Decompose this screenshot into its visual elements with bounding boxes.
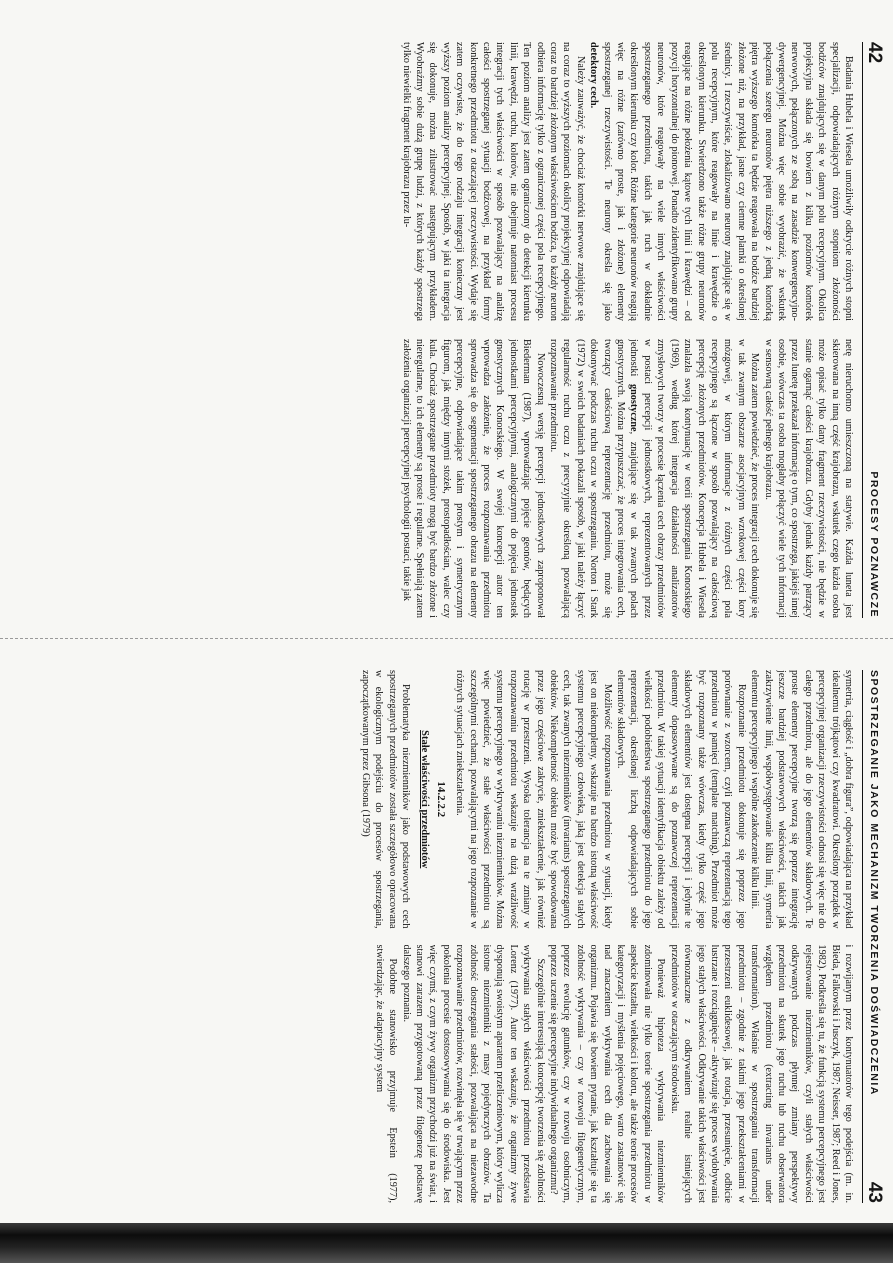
right-page-columns [20, 670, 855, 1203]
paragraph [358, 670, 412, 929]
bold-term: gnostyczne [628, 384, 640, 432]
text-column [20, 945, 855, 1204]
paragraph-text: Ponieważ hipoteza wykrywania niezmienników zdominowała nie tylko teorie spostrzegania przedmiotu w aspekcie kształtu, wielkości i koloru, ale także teorie procesów kategoryzacji i myślenia pojęciowego, warto zastanowić się nad znaczeniem wykrywania cech dla zachowania się organizmu. Pojawia się bowiem pytanie, jak kształtuje się ta zdolność wykrywania – czy w rozwoju filogenetycznym, poprzez ewolucję gatunków, czy w rozwoju osobniczym, poprzez uczenie się percepcyjne indywidualnego organizmu? [548, 944, 667, 1203]
paragraph-text: Rozpoznanie przedmiotu dokonuje się poprzez jego porównanie z wzorcem, czyli poznawczą reprezentacją tego przedmiotu w pamięci (template matching). Przedmiot może być rozpoznany także wówczas, kiedy tylko część jego składowych elementów jest dostępna percepcji i jedynie te elementy dopasowywane są do poznawczej reprezentacji przedmiotu. W takiej sytuacji identyfikacja obiektu zależy od wielkości podobieństwa spostrzeganego przedmiotu do jego reprezentacji, określonej liczbą odpowiadających sobie elementów składowych. [615, 670, 747, 929]
paragraph [614, 670, 748, 929]
section-title: Stałe właściwości przedmiotów [419, 730, 431, 869]
paragraph-text: Badania Hubela i Wiesela umożliwiły odkrycie różnych stopni specjalizacji, odpowiadających różnym stopniom złożoności bodźców znajdujących się w danym polu recepcyjnym. Okolica projekcyjna składa się bowiem z kilku poziomów komórek nerwowych, połączonych ze sobą na zasadzie konwergencyjno-dywergencyjnej. Można więc sobie wyobrazić, że wskutek połączenia szeregu neuronów piętra niższego z jedną komórką piętra wyższego komórka ta będzie reagowała na bodźce bardziej złożone niż, na przykład, jasne czy ciemne plamki o określonej średnicy. I rzeczywiście, zlokalizowano neurony znajdujące się w polu recepcyjnym, które reagowały na linie i krawędzie o określonym kierunku. Stwierdzono także różne grupy neuronów reagujące na różne położenia kątowe tych linii i krawędzi – od pozycji horyzontalnej do pionowej. Ponadto zidentyfikowano grupy neuronów, które reagowały na wiele innych właściwości spostrzeganego przedmiotu, takich jak ruch w dokładnie określonym kierunku czy kolor. Różne kategorie neuronów reagują więc na różne (zarówno proste, jak i złożone) elementy spostrzeganej rzeczywistości. Te neurony określa się jako [601, 42, 854, 321]
paragraph-continuation: , znajdujące się w tak zwanych polach gnostycznych. Można przypuszczać, że proces integrowania cech, tworzący całościową reprezentację przedmiotu, może się dokonywać podczas ruchu oczu w spostrzeganiu. Norton i Stark (1972) w swoich badaniach pokazali sposób, w jaki należy łączyć regularność ruchu oczu z precyzyjnie określoną pozwalającą rozpoznawanie przedmiotu. [548, 339, 640, 618]
paragraph-text: i rozwijanym przez kontynuatorów tego podejścia (m. in. Bieda, Falkowski i Jusczyk, 1987; Neisser, 1987; Reed i Jones, 1982). Podkreśla się tu, że funkcją systemu percepcyjnego jest rejestrowanie niezmienników, czyli stałych właściwości odkrywanych podczas płynnej zmiany perspektywy przedmiotu na skutek jego ruchu lub ruchu obserwatora względem przedmiotu (extracting invariants under transformation). Właśnie w spostrzeganiu transformacji przedmiotu – zgodnie z takimi jego przekształceniami w przestrzeni euklidesowej, jak rotacja, przesunięcie, odbicie lustrzane i rozciągnięcie – aktywizuje się proces wydobywania jego stałych właściwości. Odkrywanie takich właściwości jest równoznaczne z odkrywaniem realnie istniejących przedmiotów w otaczającym środowisku. [668, 944, 854, 1203]
paragraph [748, 670, 855, 929]
paragraph-text: Podobne stanowisko przyjmuje Epstein (1977), stwierdzając, że adaptacyjny system [373, 944, 399, 1203]
scan-edge-shadow [0, 1223, 893, 1263]
right-page [0, 640, 893, 1263]
running-head: SPOSTRZEGANIE JAKO MECHANIZM TWORZENIA DOŚWIADCZENIA [868, 670, 880, 1096]
left-page-columns [20, 42, 855, 618]
paragraph [547, 945, 668, 1204]
paragraph [547, 339, 762, 618]
paragraph [667, 945, 855, 1204]
paragraph-text: Można zatem powiedzieć, że proces integracji cech dokonuje się w tak zwanym obszarze asocjacyjnym wzrokowej części kory mózgowej, w którym informacje z różnych części pola recepcyjnego są łączone w sposób pozwalający na całościową percepcję złożonych przedmiotów. Koncepcja Hubela i Wiesela znalazła swoją kontynuację w teorii spostrzegania Konorskiego (1969), według której integracja działalności analizatorów zmysłowych tworzy w procesie łączenia cech obrazy przedmiotów w postaci percepcji jednostkowych, reprezentowanych przez jednostki [628, 339, 761, 618]
paragraph [399, 945, 546, 1204]
text-column [20, 42, 855, 321]
paragraph [761, 339, 855, 618]
paragraph-text: Problematyka niezmienników jako podstawowych cech spostrzeganych przedmiotów została szczegółowo opracowana w ekologicznym podejściu do procesów spostrzegania, zapoczątkowanym przez Gibsona (1979) [359, 670, 411, 929]
left-page-header [862, 42, 885, 618]
bold-term: detektory cech. [588, 42, 600, 109]
paragraph-text: Możliwość rozpoznawania przedmiotu w sytuacji, kiedy jest on niekompletny, wskazuje na bardzo istotną właściwość systemu percepcyjnego człowieka, jaką jest detekcja stałych cech, tak zwanych niezmienników (invariants) spostrzeganych obiektów. Niekompletność obiektu może być spowodowana przez jego częściowe zakrycie, zniekształcenie, jak również rotację w przestrzeni. Wysoka tolerancja na te zmiany w rozpoznawaniu przedmiotu wskazuje na dużą wrażliwość systemu percepcyjnego w wykrywaniu niezmienników. Można więc powiedzieć, że stałe właściwości przedmiotu są szczególnymi cechami, pozwalającymi na jego rozpoznanie w różnych sytuacjach zniekształcenia. [454, 670, 613, 929]
paragraph [453, 670, 614, 929]
paragraph-text: Szczególnie interesującą koncepcję tworzenia się zdolności wykrywania stałych właściwości przedmiotu przedstawia Lorenz (1977). Autor ten wskazuje, że organizmy żywe dysponują swoistym aparatem przeliczeniowym, który wylicza istotne niezmienniki z masy pojedynczych obrazów. Ta zdolność dostrzegania stałości, pozwalająca na niezawodne rozpoznawanie przedmiotów, rozwinęła się w trwającym przez pokolenia procesie dostosowywania się do środowiska. Jest więc czymś, z czym żywy organizm przychodzi już na świat, i stanowi zarazem przygotowaną przez filogenezę podstawę dalszego poznania. [400, 944, 546, 1203]
right-page-header [862, 670, 885, 1203]
section-number: 14.2.2.2 [434, 781, 447, 818]
page-number: 43 [864, 1181, 885, 1203]
running-head: PROCESY POZNAWCZE [868, 471, 880, 618]
paragraph-text: symetria, ciągłość i „dobra figura”, odpowiadająca na przykład idealnemu trójkątowi czy kwadratowi. Określony porządek w percepcyjnej organizacji rzeczywistości odnosi się więc nie do całego przedmiotu, ale do jego elementów składowych. Te proste elementy percepcyjne tworzą się poprzez integrację jeszcze bardziej podstawowych właściwości, takich jak zakrzywienie linii, współwystępowanie kilku linii, symetria elementu percepcyjnego i wspólne zakończenie kilku linii. [749, 670, 854, 929]
page-number: 42 [864, 42, 885, 64]
text-column [20, 339, 855, 618]
text-column [20, 670, 855, 929]
paragraph [587, 42, 855, 321]
paragraph-text: Należy zauważyć, że chociaż komórki nerwowe znajdujące się na coraz to wyższych poziomach okolicy projekcyjnej odpowiadają coraz to bardziej złożonym właściwościom bodźca, to każdy neuron odbiera informację tylko z ograniczonej części pola recepcyjnego. Ten poziom analizy jest zatem ograniczony do detekcji kierunku linii, krawędzi, ruchu, kolorów, nie obejmuje natomiast procesu integracji tych właściwości w sposób pozwalający na analizę całości spostrzeganej sytuacji bodźcowej, na przykład formy konkretnego przedmiotu z otaczającej rzeczywistości. Wydaje się zatem oczywiste, że do tego rodzaju integracji konieczny jest wyższy poziom analizy percepcyjnej. Sposób, w jaki ta integracja się dokonuje, można zilustrować następującym przykładem. Wyobraźmy sobie dużą grupę ludzi, z których każdy spostrzega tylko niewielki fragment krajobrazu przez lu- [400, 42, 586, 321]
paragraph [399, 42, 587, 321]
paragraph [372, 945, 399, 1204]
paragraph-text: netę nieruchomo umieszczoną na statywie. Każda luneta jest skierowana na inną część krajobrazu, wskutek czego każda osoba może opisać tylko dany fragment rzeczywistości, nie będzie w stanie ogarnąć całości krajobrazu. Gdyby jednak każdy patrzący przez lunetę przekazał informację o tym, co spostrzega, jakiejś innej osobie, wówczas ta osoba mogłaby połączyć wiele tych informacji w sensowną całość pełnego krajobrazu. [762, 339, 854, 618]
paragraph [399, 339, 546, 618]
paragraph-text: Nowoczesną wersję percepcji jednostkowych zaproponował Biederman (1987), wprowadzając pojęcie geonów, będących jednostkami percepcyjnymi, analogicznymi do pojęcia jednostek gnostycznych Konorskiego. W swojej koncepcji autor ten wprowadza założenie, że proces rozpoznawania przedmiotu sprowadza się do segmentacji spostrzeganego obrazu na elementy percepcyjne, odpowiadające takim prostym i symetrycznym figurom, jak między innymi stożek, prostopadłościan, walec czy kula. Chociaż spostrzegane przedmioty mogą być bardzo złożone i nieregularne, to ich elementy są proste i regularne. Spełniają zatem założenia organizacji percepcyjnej psychologii postaci, takie jak [400, 339, 546, 618]
